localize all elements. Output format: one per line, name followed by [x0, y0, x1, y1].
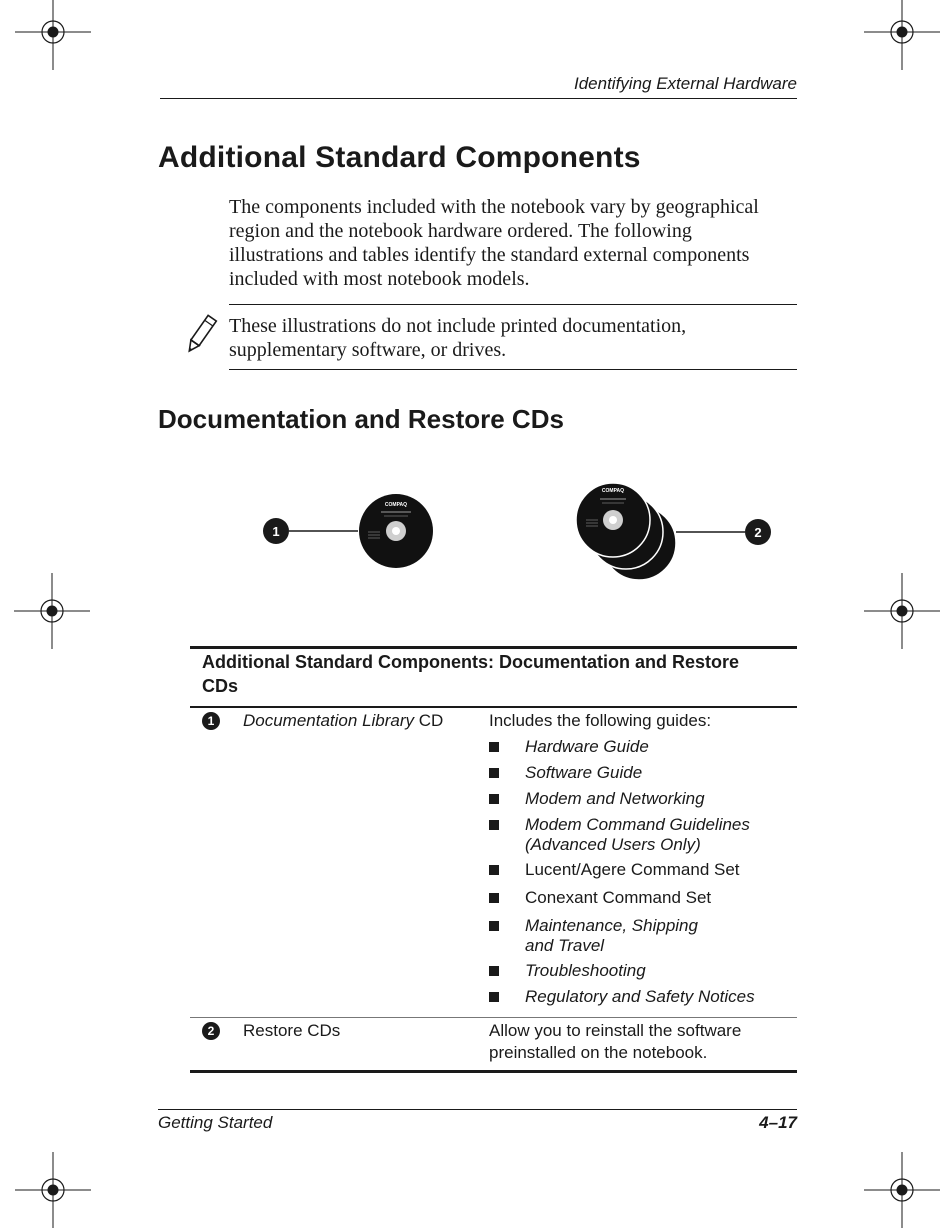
bullet-square-icon	[489, 794, 499, 804]
running-head: Identifying External Hardware	[573, 74, 797, 93]
svg-text:2: 2	[754, 525, 762, 540]
registration-mark-bottom-left	[15, 1152, 91, 1228]
row-1-component	[243, 710, 443, 732]
restore-cd-stack	[576, 483, 676, 580]
page-number: 4–17	[759, 1113, 797, 1132]
bullet-square-icon	[489, 966, 499, 976]
callout-2-marker	[745, 519, 771, 545]
row-2-description-line-2: preinstalled on the notebook.	[489, 1043, 708, 1062]
registration-mark-middle-right	[864, 573, 940, 649]
bullet-square-icon	[489, 992, 499, 1002]
table-title: Additional Standard Components: Documentation and Restore CDs	[202, 652, 740, 696]
row-1-callout: 1	[202, 712, 220, 730]
list-item: Hardware Guide	[489, 737, 789, 763]
bullet-square-icon	[489, 865, 499, 875]
callout-1-marker	[263, 518, 289, 544]
bullet-square-icon	[489, 768, 499, 778]
registration-mark-top-left	[15, 0, 91, 70]
table-row-divider	[190, 1017, 797, 1018]
note-bottom-rule	[229, 369, 797, 370]
list-item: Conexant Command Set	[489, 888, 789, 916]
table-bottom-rule	[190, 1070, 797, 1073]
intro-paragraph: The components included with the notebook vary by geographical region and the notebook hardware ordered. The following illustrations and tables identify the standard external components included with most notebook models.	[229, 196, 759, 290]
pencil-note-icon	[178, 313, 224, 359]
bullet-square-icon	[489, 820, 499, 830]
footer-rule	[158, 1109, 797, 1110]
note-top-rule	[229, 304, 797, 305]
documentation-cd-disc	[359, 494, 433, 568]
row-1-description: Includes the following guides:	[489, 711, 712, 730]
svg-text:COMPAQ: COMPAQ	[384, 502, 408, 508]
list-item: Modem Command Guidelines (Advanced Users Only)	[489, 815, 789, 860]
header-rule	[160, 98, 797, 99]
footer-title: Getting Started	[158, 1113, 273, 1132]
table-header-rule	[190, 706, 797, 708]
guide-list	[489, 737, 789, 1013]
row-2-description-line-1: Allow you to reinstall the software	[489, 1021, 742, 1040]
bullet-square-icon	[489, 893, 499, 903]
note-text: These illustrations do not include printed documentation, supplementary software, or drives.	[229, 315, 687, 361]
cd-illustration	[250, 470, 790, 600]
subsection-title: Documentation and Restore CDs	[158, 404, 564, 434]
bullet-square-icon	[489, 742, 499, 752]
row-2-component: Restore CDs	[243, 1021, 341, 1040]
list-item: Regulatory and Safety Notices	[489, 987, 789, 1013]
table-top-rule	[190, 646, 797, 649]
bullet-square-icon	[489, 921, 499, 931]
row-1-component-suffix: CD	[414, 711, 444, 730]
registration-mark-middle-left	[14, 573, 90, 649]
list-item: Software Guide	[489, 763, 789, 789]
list-item: Troubleshooting	[489, 961, 789, 987]
list-item: Modem and Networking	[489, 789, 789, 815]
svg-text:1: 1	[272, 524, 280, 539]
row-1-component-italic: Documentation Library	[243, 711, 415, 730]
section-title: Additional Standard Components	[158, 141, 641, 174]
registration-mark-top-right	[864, 0, 940, 70]
list-item: Lucent/Agere Command Set	[489, 860, 789, 888]
svg-text:COMPAQ: COMPAQ	[601, 488, 625, 494]
row-2-callout: 2	[202, 1022, 220, 1040]
list-item: Maintenance, Shipping and Travel	[489, 916, 789, 961]
registration-mark-bottom-right	[864, 1152, 940, 1228]
